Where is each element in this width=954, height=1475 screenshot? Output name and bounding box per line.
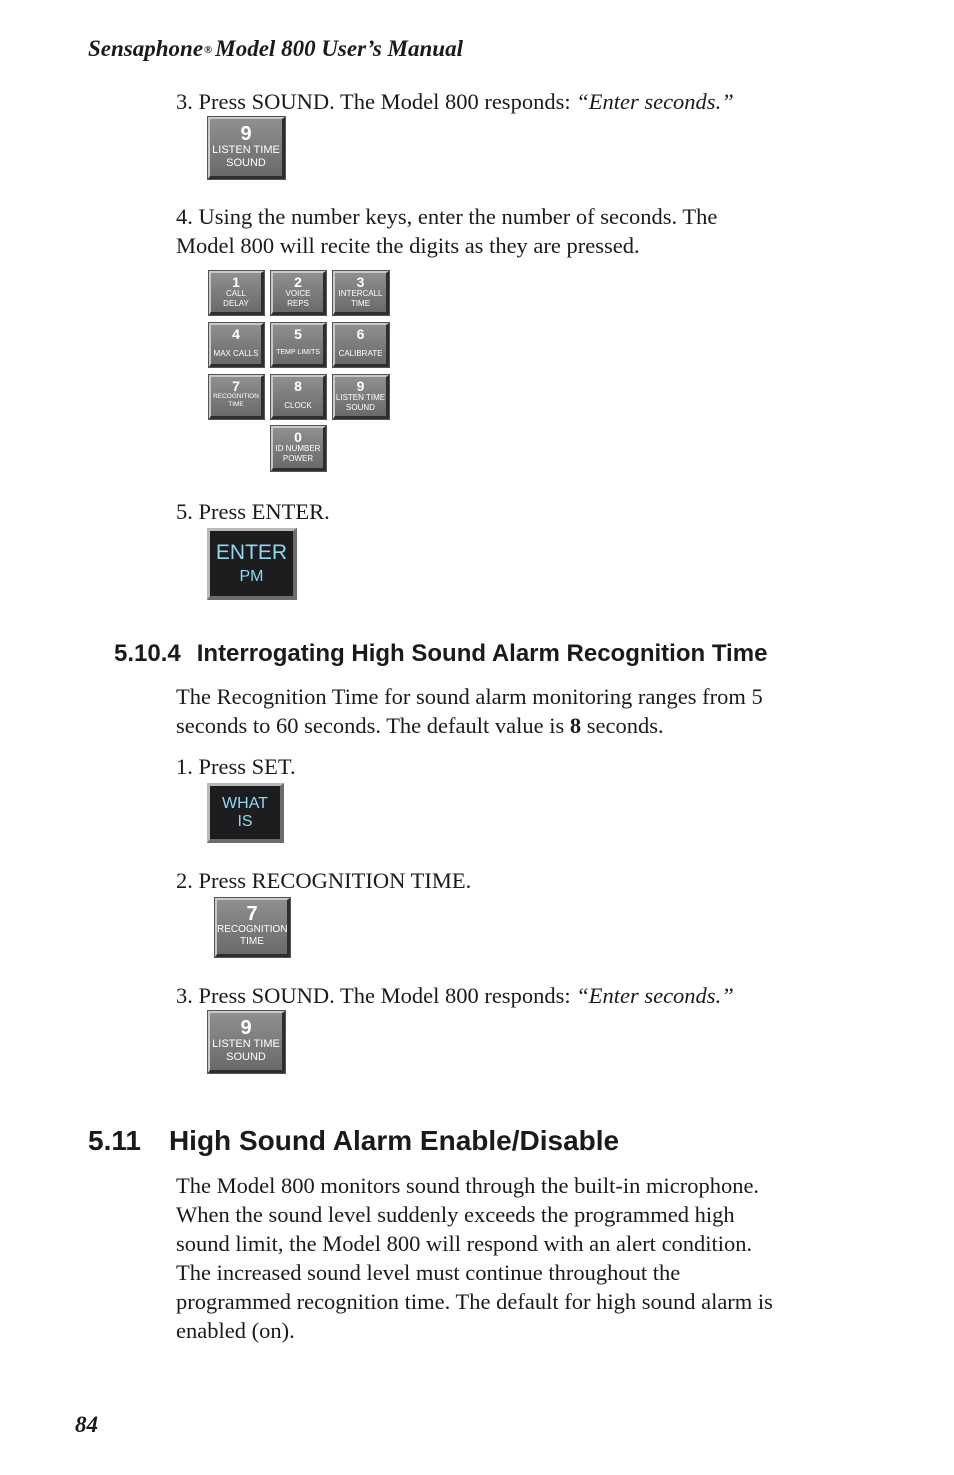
step-4 xyxy=(176,202,717,260)
running-header xyxy=(88,36,463,62)
keypad-key-5[interactable] xyxy=(271,323,326,367)
section-title: Interrogating High Sound Alarm Recognition Time xyxy=(196,640,768,667)
section-5-11-body xyxy=(176,1171,856,1345)
step-2-recognition: 2. Press RECOGNITION TIME. xyxy=(176,868,472,893)
key-number: 3 xyxy=(356,274,365,290)
step-5: 5. Press ENTER. xyxy=(176,499,330,524)
key-number: 7 xyxy=(246,903,258,925)
key-label-1: RECOGNITION xyxy=(213,393,259,400)
para-text: seconds to 60 seconds. The default value is xyxy=(176,713,570,738)
key-label-2: SOUND xyxy=(226,1051,266,1064)
para-line-2 xyxy=(176,711,836,740)
key-number: 4 xyxy=(232,326,240,342)
key-number: 8 xyxy=(294,378,302,394)
keypad-key-7[interactable] xyxy=(209,375,264,419)
step-text: 3. Press SOUND. The Model 800 responds: xyxy=(176,89,577,114)
brand-name: Sensaphone xyxy=(88,36,204,61)
registered-mark: ® xyxy=(204,44,213,56)
key-label-1: CALL xyxy=(225,289,246,298)
key-number: 9 xyxy=(356,378,365,394)
section-number: 5.10.4 xyxy=(114,640,181,667)
key-label-1: TEMP LIMITS xyxy=(276,349,320,356)
sound-key-bottom[interactable] xyxy=(208,1011,285,1073)
key-label-1: MAX CALLS xyxy=(213,349,259,358)
page-number: 84 xyxy=(75,1412,98,1437)
para-line: The increased sound level must continue throughout the xyxy=(176,1260,681,1285)
keypad-key-4[interactable] xyxy=(209,323,264,367)
step-4-line-1: 4. Using the number keys, enter the number of seconds. The xyxy=(176,204,718,229)
keypad-key-6[interactable] xyxy=(333,323,389,367)
step-text: 3. Press SOUND. The Model 800 responds: xyxy=(176,983,577,1008)
enter-key-sublabel: PM xyxy=(239,568,264,585)
what-is-label-1: WHAT xyxy=(222,795,268,812)
what-is-label-2: IS xyxy=(237,813,253,830)
section-number: 5.11 xyxy=(88,1125,141,1156)
key-label-1: LISTEN TIME xyxy=(212,144,280,156)
step-quote: “Enter seconds.” xyxy=(576,983,734,1008)
key-label-2: DELAY xyxy=(223,298,249,308)
para-line: The Model 800 monitors sound through the built-in microphone. xyxy=(176,1173,760,1198)
section-title: High Sound Alarm Enable/Disable xyxy=(168,1125,620,1156)
key-label-2: TIME xyxy=(240,936,264,947)
manual-title: Model 800 User’s Manual xyxy=(215,36,463,61)
what-is-key[interactable] xyxy=(207,783,284,843)
enter-key-label: ENTER xyxy=(215,541,288,564)
section-5-10-4-heading xyxy=(114,640,767,668)
sound-key-top[interactable] xyxy=(208,117,285,179)
key-label-2: REPS xyxy=(287,298,309,308)
para-line: enabled (on). xyxy=(176,1318,295,1343)
key-label-1: LISTEN TIME xyxy=(335,393,386,402)
step-1-set: 1. Press SET. xyxy=(176,754,296,779)
key-number: 9 xyxy=(240,1017,252,1039)
key-number: 2 xyxy=(294,274,302,290)
para-text: seconds. xyxy=(581,713,664,738)
para-line: programmed recognition time. The default for high sound alarm is xyxy=(176,1289,773,1314)
key-label-1: ID NUMBER xyxy=(275,444,321,453)
keypad-key-1[interactable] xyxy=(209,271,264,315)
key-label-1: CALIBRATE xyxy=(338,349,383,358)
key-label-1: VOICE xyxy=(285,289,311,298)
key-number: 5 xyxy=(294,326,302,342)
keypad-key-3[interactable] xyxy=(333,271,389,315)
key-label-2: SOUND xyxy=(226,157,266,170)
key-label-2: SOUND xyxy=(346,402,375,412)
para-line-1: The Recognition Time for sound alarm monitoring ranges from 5 xyxy=(176,684,763,709)
key-label-2: POWER xyxy=(282,453,314,463)
key-number: 1 xyxy=(232,274,240,290)
enter-key[interactable] xyxy=(207,528,297,600)
section-5-10-4-body xyxy=(176,682,836,740)
keypad-key-9[interactable] xyxy=(333,375,389,419)
recognition-time-key[interactable] xyxy=(215,898,290,957)
key-number: 9 xyxy=(240,123,252,145)
default-value: 8 xyxy=(569,713,582,738)
key-label-1: LISTEN TIME xyxy=(212,1038,280,1050)
key-label-1: RECOGNITION xyxy=(217,924,288,935)
key-label-1: INTERCALL xyxy=(338,289,383,298)
key-label-1: CLOCK xyxy=(284,401,312,410)
keypad-key-2[interactable] xyxy=(271,271,326,315)
key-number: 7 xyxy=(232,378,240,394)
key-number: 6 xyxy=(356,326,365,342)
key-label-2: TIME xyxy=(228,401,244,409)
key-number: 0 xyxy=(294,429,302,445)
step-4-line-2: Model 800 will recite the digits as they are pressed. xyxy=(176,233,640,258)
step-3-top xyxy=(176,87,734,116)
step-quote: “Enter seconds.” xyxy=(576,89,734,114)
step-3-sound xyxy=(176,981,734,1010)
para-line: sound limit, the Model 800 will respond with an alert condition. xyxy=(176,1231,753,1256)
para-line: When the sound level suddenly exceeds the programmed high xyxy=(176,1202,735,1227)
keypad-key-8[interactable] xyxy=(271,375,326,419)
section-5-11-heading xyxy=(88,1125,619,1157)
keypad-key-0[interactable] xyxy=(271,426,326,471)
key-label-2: TIME xyxy=(350,298,371,308)
